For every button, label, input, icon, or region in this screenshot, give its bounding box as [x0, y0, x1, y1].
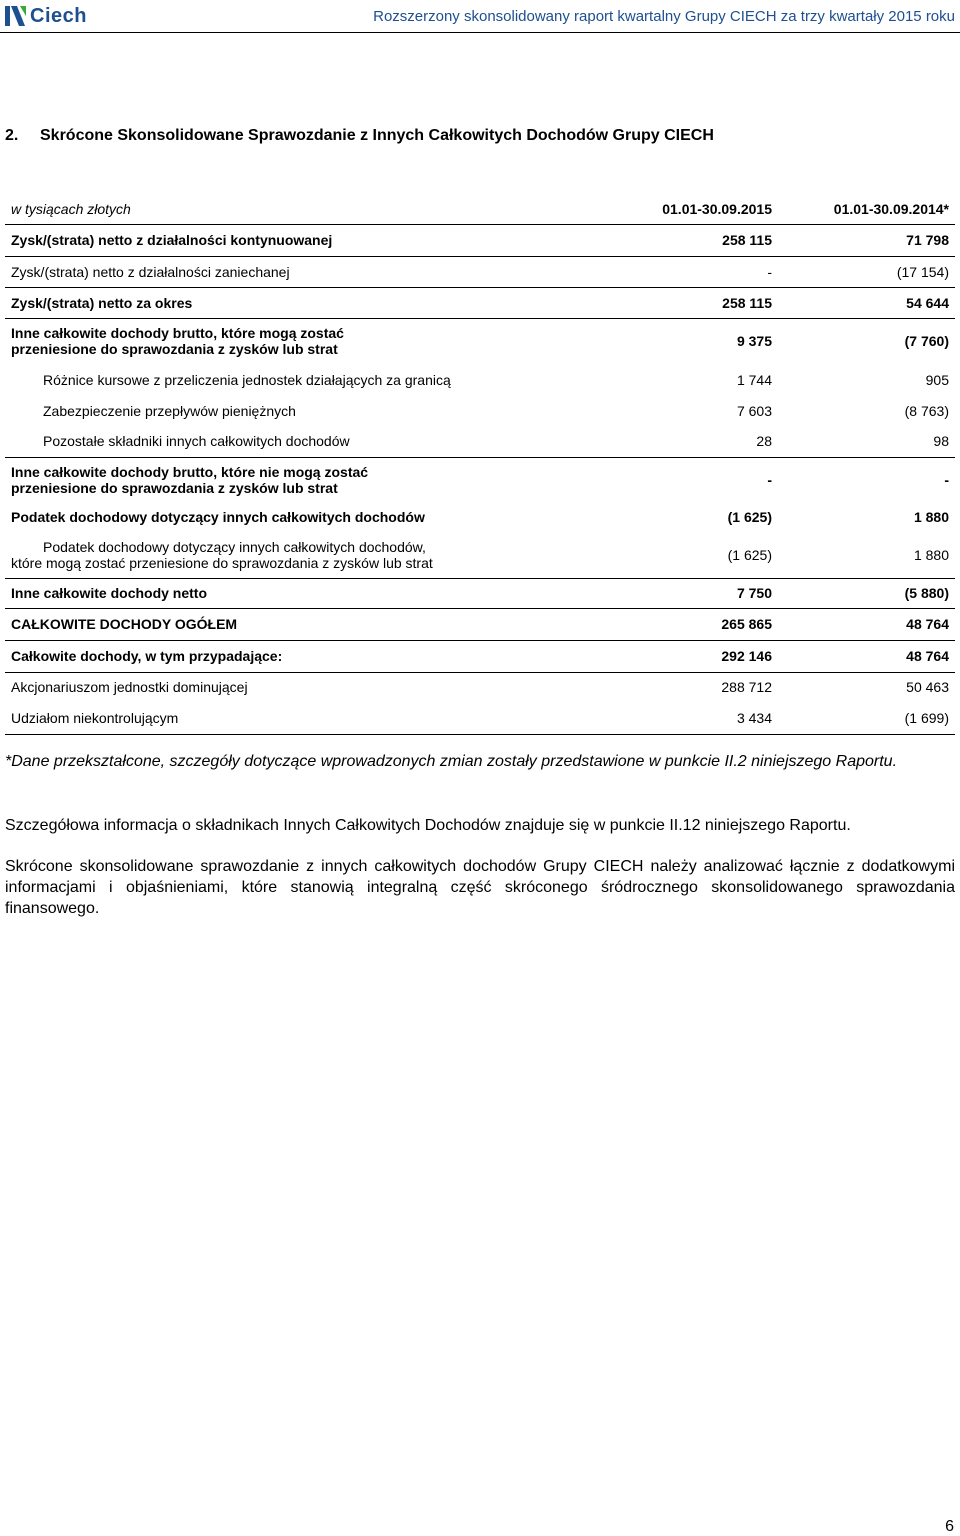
- row-label: Inne całkowite dochody netto: [5, 578, 616, 608]
- value-2015: 9 375: [616, 318, 778, 364]
- value-2015: 28: [756, 432, 772, 449]
- value-2014: (7 760): [778, 318, 955, 364]
- value-2014: 48 764: [778, 608, 955, 640]
- row-label: Zysk/(strata) netto za okres: [5, 287, 616, 318]
- table-row: [5, 532, 955, 578]
- table-row: [5, 457, 955, 502]
- table-row: [5, 640, 955, 672]
- value-2014: (1 699): [778, 702, 955, 734]
- table-row: [5, 702, 955, 734]
- value-2015: -: [616, 256, 778, 287]
- value-2014: 71 798: [778, 224, 955, 256]
- row-label: Podatek dochodowy dotyczący innych całkowitych dochodów, które mogą zostać przeniesione do sprawozdania z zysków lub strat: [11, 538, 433, 571]
- section-number: 2.: [5, 127, 19, 144]
- value-2015: 7 603: [736, 402, 772, 419]
- analysis-note: Skrócone skonsolidowane sprawozdanie z innych całkowitych dochodów Grupy CIECH należy analizować łącznie z dodatkowymi informacjami i objaśnieniami, które stanowią integralną część skróconego śródrocznego skonsolidowanego sprawozdania finansowego.: [5, 858, 955, 917]
- table-row: [5, 578, 955, 608]
- table-row: [5, 396, 955, 425]
- value-2014: 54 644: [778, 287, 955, 318]
- row-label: Udziałom niekontrolującym: [5, 702, 616, 734]
- table-row: [5, 502, 955, 532]
- row-label: Zabezpieczenie przepływów pieniężnych: [43, 402, 296, 419]
- column-header-2014: 01.01-30.09.2014*: [833, 200, 949, 217]
- report-title: Rozszerzony skonsolidowany raport kwartalny Grupy CIECH za trzy kwartały 2015 roku: [373, 8, 955, 25]
- value-2014: 48 764: [778, 640, 955, 672]
- row-label: Zysk/(strata) netto z działalności zaniechanej: [5, 256, 616, 287]
- value-2015: 265 865: [616, 608, 778, 640]
- row-label: Zysk/(strata) netto z działalności kontynuowanej: [5, 224, 616, 256]
- value-2014: 98: [933, 432, 949, 449]
- row-label: CAŁKOWITE DOCHODY OGÓŁEM: [5, 608, 616, 640]
- page-number: 6: [945, 1518, 954, 1535]
- detail-reference-note: Szczegółowa informacja o składnikach Innych Całkowitych Dochodów znajduje się w punkcie II.12 niniejszego Raportu.: [5, 817, 851, 834]
- column-header-2015: 01.01-30.09.2015: [662, 200, 772, 217]
- ciech-logo: [5, 5, 87, 27]
- table-row: [5, 287, 955, 318]
- value-2015: -: [616, 457, 778, 502]
- value-2015: (1 625): [727, 509, 772, 525]
- page-header: [0, 0, 960, 33]
- value-2015: 292 146: [616, 640, 778, 672]
- value-2014: 1 880: [913, 509, 949, 525]
- value-2015: (1 625): [727, 546, 772, 563]
- row-label: Całkowite dochody, w tym przypadające:: [5, 640, 616, 672]
- table-row: [5, 672, 955, 702]
- value-2015: 3 434: [616, 702, 778, 734]
- value-2014: -: [778, 457, 955, 502]
- table-row: [5, 608, 955, 640]
- value-2015: 258 115: [616, 224, 778, 256]
- value-2014: 905: [925, 372, 949, 388]
- unit-label: w tysiącach złotych: [11, 200, 131, 217]
- table-row: [5, 318, 955, 364]
- value-2014: 50 463: [778, 672, 955, 702]
- value-2014: 1 880: [913, 546, 949, 563]
- table-header-row: [5, 194, 955, 224]
- income-statement-table: [5, 194, 955, 735]
- value-2015: 258 115: [616, 287, 778, 318]
- table-row: [5, 256, 955, 287]
- value-2015: 7 750: [616, 578, 778, 608]
- table-row: [5, 224, 955, 256]
- row-label: Różnice kursowe z przeliczenia jednostek działających za granicą: [43, 372, 451, 388]
- section-heading: [5, 127, 714, 145]
- row-label: Akcjonariuszom jednostki dominującej: [5, 672, 616, 702]
- value-2014: (17 154): [778, 256, 955, 287]
- row-label: Podatek dochodowy dotyczący innych całkowitych dochodów: [11, 509, 425, 525]
- table-row: [5, 425, 955, 457]
- value-2014: (8 763): [904, 402, 949, 419]
- table-row: [5, 364, 955, 396]
- restated-data-note: *Dane przekształcone, szczegóły dotyczące wprowadzonych zmian zostały przedstawione w punkcie II.2 niniejszego Raportu.: [5, 753, 898, 770]
- row-label: Inne całkowite dochody brutto, które mogą zostać przeniesione do sprawozdania z zysków lub strat: [5, 318, 616, 364]
- ciech-logo-icon: [5, 6, 27, 26]
- value-2014: (5 880): [778, 578, 955, 608]
- logo-wordmark: Ciech: [30, 5, 87, 27]
- value-2015: 288 712: [616, 672, 778, 702]
- row-label: Inne całkowite dochody brutto, które nie mogą zostać przeniesione do sprawozdania z zysków lub strat: [5, 457, 616, 502]
- section-title: Skrócone Skonsolidowane Sprawozdanie z Innych Całkowitych Dochodów Grupy CIECH: [40, 127, 714, 144]
- value-2015: 1 744: [736, 372, 772, 388]
- row-label: Pozostałe składniki innych całkowitych dochodów: [43, 432, 350, 449]
